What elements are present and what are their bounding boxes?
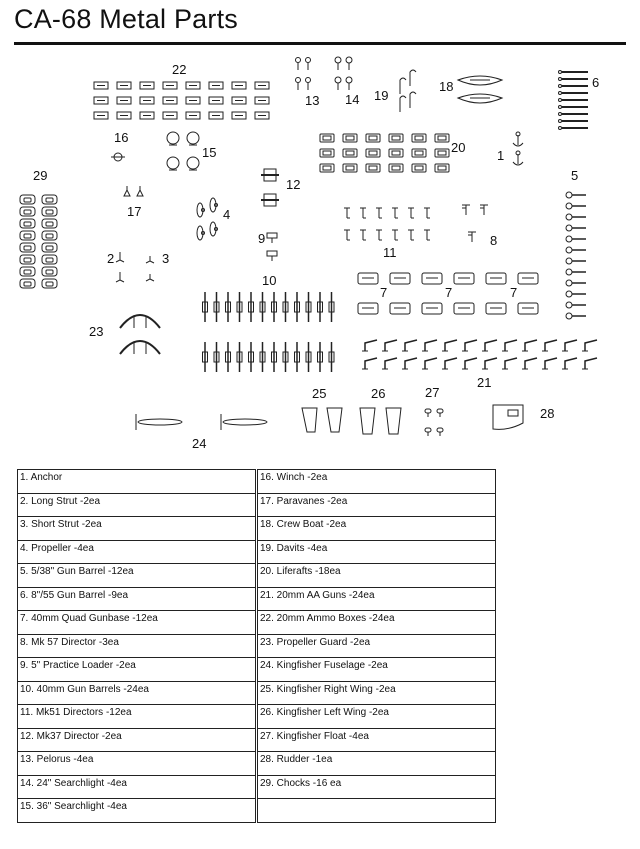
chock-inner: [46, 258, 53, 262]
parts-list-row: 19. Davits -4ea: [258, 541, 495, 565]
liferaft-inner: [438, 166, 446, 170]
parts-list-row: 2. Long Strut -2ea: [18, 494, 255, 518]
liferaft-inner: [392, 136, 400, 140]
chock-part: [42, 279, 57, 288]
chock-part: [42, 231, 57, 240]
liferaft-inner: [346, 151, 354, 155]
callout-number: 15: [202, 145, 217, 160]
anchor-part: [513, 154, 523, 165]
chock-part: [42, 243, 57, 252]
davit-part: [400, 78, 406, 94]
gun-barrel-8in-breech: [559, 120, 562, 123]
pelorus-part: [296, 78, 301, 83]
liferaft-part: [412, 134, 426, 142]
chock-inner: [46, 198, 53, 202]
liferaft-inner: [323, 166, 331, 170]
mk51-director-part: [408, 230, 414, 240]
liferaft-part: [320, 164, 334, 172]
callout-number: 21: [477, 375, 492, 390]
gun-barrel-5in-breech: [566, 269, 572, 275]
liferaft-part: [320, 134, 334, 142]
callout-number: 8: [490, 233, 498, 248]
practice-loader-part: [267, 233, 277, 238]
chock-inner: [24, 198, 31, 202]
parts-list-row: 6. 8"/55 Gun Barrel -9ea: [18, 588, 255, 612]
mk51-director-part: [424, 230, 430, 240]
gun-barrel-5in-breech: [566, 236, 572, 242]
chock-part: [20, 231, 35, 240]
parts-list-row: 16. Winch -2ea: [258, 470, 495, 494]
parts-list-row: 18. Crew Boat -2ea: [258, 517, 495, 541]
kingfisher-fuselage-part: [223, 419, 267, 425]
chock-part: [20, 279, 35, 288]
gun-barrel-5in-breech: [566, 247, 572, 253]
callout-number: 27: [425, 385, 440, 400]
aa-gun-20mm-part: [465, 358, 477, 369]
parts-list-row: 4. Propeller -4ea: [18, 541, 255, 565]
aa-gun-20mm-part: [405, 358, 417, 369]
gun-barrel-5in-breech: [566, 258, 572, 264]
parts-list-row: 1. Anchor: [18, 470, 255, 494]
parts-list-row: 11. Mk51 Directors -12ea: [18, 705, 255, 729]
kingfisher-float-part: [425, 428, 431, 432]
gun-barrel-8in-breech: [559, 71, 562, 74]
gun-barrel-5in-breech: [566, 192, 572, 198]
kingfisher-float-part: [437, 428, 443, 432]
callout-number: 14: [345, 92, 360, 107]
mk51-director-part: [408, 208, 414, 218]
parts-list-row: 8. Mk 57 Director -3ea: [18, 635, 255, 659]
propeller-part: [210, 222, 216, 236]
aa-gun-20mm-part: [365, 358, 377, 369]
aa-gun-20mm-part: [585, 340, 597, 351]
liferaft-inner: [392, 151, 400, 155]
chock-part: [20, 267, 35, 276]
liferaft-part: [389, 134, 403, 142]
paravane-part: [124, 190, 130, 196]
mk51-director-part: [376, 230, 382, 240]
parts-list-row: 10. 40mm Gun Barrels -24ea: [18, 682, 255, 706]
chock-inner: [46, 246, 53, 250]
long-strut-part: [116, 272, 124, 282]
callout-number: 10: [262, 273, 277, 288]
short-strut-part: [146, 256, 154, 263]
aa-gun-20mm-part: [545, 358, 557, 369]
callout-number: 16: [114, 130, 129, 145]
searchlight-36-part: [167, 157, 179, 169]
propeller-part: [210, 198, 216, 212]
chock-part: [20, 255, 35, 264]
gun-barrel-8in-breech: [559, 92, 562, 95]
aa-gun-20mm-part: [485, 358, 497, 369]
liferaft-part: [343, 149, 357, 157]
callout-number: 23: [89, 324, 104, 339]
mk51-director-part: [360, 208, 366, 218]
mk57-director-part: [468, 232, 476, 242]
propeller-part: [197, 203, 203, 217]
short-strut-part: [146, 274, 154, 281]
callout-number: 18: [439, 79, 454, 94]
searchlight-24-part: [335, 57, 341, 63]
chock-inner: [24, 270, 31, 274]
parts-list-row: 3. Short Strut -2ea: [18, 517, 255, 541]
mk57-director-part: [462, 205, 470, 215]
aa-gun-20mm-part: [525, 358, 537, 369]
davit-part: [400, 96, 406, 112]
mk51-director-part: [424, 208, 430, 218]
mk51-director-part: [360, 230, 366, 240]
parts-list-row: 20. Liferafts -18ea: [258, 564, 495, 588]
mk51-director-part: [344, 208, 350, 218]
gun-barrel-5in-breech: [566, 225, 572, 231]
gun-barrel-5in-breech: [566, 291, 572, 297]
chock-inner: [24, 258, 31, 262]
searchlight-24-part: [346, 77, 352, 83]
chock-part: [42, 195, 57, 204]
chock-part: [42, 219, 57, 228]
kingfisher-float-part: [425, 409, 431, 413]
callout-number: 7: [380, 285, 388, 300]
parts-list-row: 15. 36" Searchlight -4ea: [20, 801, 127, 812]
liferaft-part: [435, 149, 449, 157]
aa-gun-20mm-part: [565, 358, 577, 369]
kingfisher-left-wing-part: [360, 408, 375, 434]
callout-number: 19: [374, 88, 389, 103]
callout-number: 3: [162, 251, 170, 266]
aa-gun-20mm-part: [405, 340, 417, 351]
liferaft-part: [343, 164, 357, 172]
parts-list-row: 13. Pelorus -4ea: [18, 752, 255, 776]
chock-part: [42, 267, 57, 276]
callout-number: 12: [286, 177, 301, 192]
aa-gun-20mm-part: [505, 358, 517, 369]
liferaft-inner: [346, 136, 354, 140]
callout-number: 25: [312, 386, 327, 401]
liferaft-part: [412, 149, 426, 157]
searchlight-36-part: [187, 132, 199, 144]
parts-list-row: 27. Kingfisher Float -4ea: [258, 729, 495, 753]
gun-barrel-8in-breech: [559, 106, 562, 109]
parts-list-row: 5. 5/38" Gun Barrel -12ea: [18, 564, 255, 588]
callout-number: 4: [223, 207, 231, 222]
kingfisher-left-wing-part: [386, 408, 401, 434]
aa-gun-20mm-part: [445, 340, 457, 351]
aa-gun-20mm-part: [445, 358, 457, 369]
parts-list-row: [258, 799, 495, 822]
paravane-part: [137, 190, 143, 196]
callout-number: 9: [258, 231, 266, 246]
parts-list-row: 21. 20mm AA Guns -24ea: [258, 588, 495, 612]
aa-gun-20mm-part: [485, 340, 497, 351]
gun-barrel-8in-breech: [559, 99, 562, 102]
aa-gun-20mm-part: [425, 358, 437, 369]
gun-barrel-5in-breech: [566, 280, 572, 286]
aa-gun-20mm-part: [385, 358, 397, 369]
aa-gun-20mm-part: [545, 340, 557, 351]
parts-list-row: 9. 5" Practice Loader -2ea: [18, 658, 255, 682]
aa-gun-20mm-part: [585, 358, 597, 369]
searchlight-24-part: [335, 77, 341, 83]
rudder-part: [493, 405, 523, 429]
liferaft-inner: [415, 136, 423, 140]
aa-gun-20mm-part: [525, 340, 537, 351]
liferaft-part: [389, 164, 403, 172]
kingfisher-right-wing-part: [302, 408, 317, 432]
anchor-part: [513, 135, 523, 146]
chock-part: [20, 219, 35, 228]
liferaft-inner: [438, 151, 446, 155]
liferaft-part: [435, 134, 449, 142]
parts-diagram: [0, 50, 640, 460]
liferaft-inner: [415, 166, 423, 170]
aa-gun-20mm-part: [565, 340, 577, 351]
callout-number: 28: [540, 406, 555, 421]
callout-number: 6: [592, 75, 600, 90]
searchlight-24-part: [346, 57, 352, 63]
liferaft-part: [389, 149, 403, 157]
searchlight-36-part: [167, 132, 179, 144]
davit-part: [410, 70, 416, 86]
gun-barrel-8in-breech: [559, 113, 562, 116]
aa-gun-20mm-part: [505, 340, 517, 351]
callout-number: 22: [172, 62, 187, 77]
parts-table-left: [17, 469, 256, 823]
callout-number: 7: [445, 285, 453, 300]
liferaft-part: [366, 149, 380, 157]
chock-inner: [46, 270, 53, 274]
callout-number: 2: [107, 251, 115, 266]
gun-barrel-8in-breech: [559, 127, 562, 130]
liferaft-part: [343, 134, 357, 142]
gun-barrel-8in-breech: [559, 85, 562, 88]
pelorus-part: [296, 58, 301, 63]
kingfisher-right-wing-part: [327, 408, 342, 432]
liferaft-inner: [369, 151, 377, 155]
page-title: CA-68 Metal Parts: [14, 4, 238, 34]
gun-barrel-5in-breech: [566, 203, 572, 209]
parts-table-right: [257, 469, 496, 823]
long-strut-part: [116, 252, 124, 262]
liferaft-part: [320, 149, 334, 157]
kingfisher-float-part: [437, 409, 443, 413]
parts-list-row: 17. Paravanes -2ea: [258, 494, 495, 518]
aa-gun-20mm-part: [385, 340, 397, 351]
rudder-detail: [508, 410, 518, 416]
parts-list-row: 26. Kingfisher Left Wing -2ea: [258, 705, 495, 729]
pelorus-part: [306, 78, 311, 83]
mk51-director-part: [344, 230, 350, 240]
chock-part: [42, 255, 57, 264]
mk51-director-part: [376, 208, 382, 218]
chock-part: [20, 243, 35, 252]
parts-list-row: 22. 20mm Ammo Boxes -24ea: [258, 611, 495, 635]
davit-part: [410, 92, 416, 108]
callout-number: 17: [127, 204, 142, 219]
pelorus-part: [306, 58, 311, 63]
chock-part: [42, 207, 57, 216]
searchlight-36-part: [187, 157, 199, 169]
parts-list-row: 29. Chocks -16 ea: [258, 776, 495, 800]
callout-number: 20: [451, 140, 466, 155]
chock-inner: [24, 246, 31, 250]
mk51-director-part: [392, 208, 398, 218]
parts-list-row: 14. 24" Searchlight -4ea: [18, 776, 255, 800]
mk51-director-part: [392, 230, 398, 240]
parts-list-row: 28. Rudder -1ea: [258, 752, 495, 776]
parts-list-row: 23. Propeller Guard -2ea: [258, 635, 495, 659]
chock-inner: [46, 222, 53, 226]
mk57-director-part: [480, 205, 488, 215]
propeller-guard-part: [120, 341, 160, 354]
liferaft-inner: [369, 166, 377, 170]
aa-gun-20mm-part: [465, 340, 477, 351]
chock-inner: [46, 282, 53, 286]
liferaft-inner: [415, 151, 423, 155]
propeller-part: [197, 226, 203, 240]
callout-number: 7: [510, 285, 518, 300]
parts-list-row: 7. 40mm Quad Gunbase -12ea: [18, 611, 255, 635]
liferaft-inner: [323, 136, 331, 140]
chock-inner: [46, 234, 53, 238]
chock-part: [20, 207, 35, 216]
chock-inner: [24, 282, 31, 286]
liferaft-inner: [323, 151, 331, 155]
gun-barrel-5in-breech: [566, 313, 572, 319]
callout-number: 13: [305, 93, 320, 108]
practice-loader-part: [267, 251, 277, 256]
callout-number: 5: [571, 168, 579, 183]
liferaft-part: [435, 164, 449, 172]
liferaft-inner: [438, 136, 446, 140]
callout-number: 1: [497, 148, 505, 163]
parts-list-row: 25. Kingfisher Right Wing -2ea: [258, 682, 495, 706]
propeller-guard-part: [120, 315, 160, 328]
aa-gun-20mm-part: [365, 340, 377, 351]
liferaft-part: [412, 164, 426, 172]
liferaft-part: [366, 134, 380, 142]
gun-barrel-5in-breech: [566, 302, 572, 308]
parts-list-row: 24. Kingfisher Fuselage -2ea: [258, 658, 495, 682]
callout-number: 11: [383, 245, 397, 260]
callout-number: 24: [192, 436, 207, 451]
liferaft-inner: [369, 136, 377, 140]
callout-number: 26: [371, 386, 386, 401]
liferaft-part: [366, 164, 380, 172]
chock-inner: [24, 222, 31, 226]
chock-inner: [24, 234, 31, 238]
chock-part: [20, 195, 35, 204]
aa-gun-20mm-part: [425, 340, 437, 351]
liferaft-inner: [392, 166, 400, 170]
title-rule: [14, 42, 626, 45]
parts-list-row: 12. Mk37 Director -2ea: [18, 729, 255, 753]
chock-inner: [46, 210, 53, 214]
callout-number: 29: [33, 168, 48, 183]
liferaft-inner: [346, 166, 354, 170]
gun-barrel-8in-breech: [559, 78, 562, 81]
chock-inner: [24, 210, 31, 214]
kingfisher-fuselage-part: [138, 419, 182, 425]
gun-barrel-5in-breech: [566, 214, 572, 220]
